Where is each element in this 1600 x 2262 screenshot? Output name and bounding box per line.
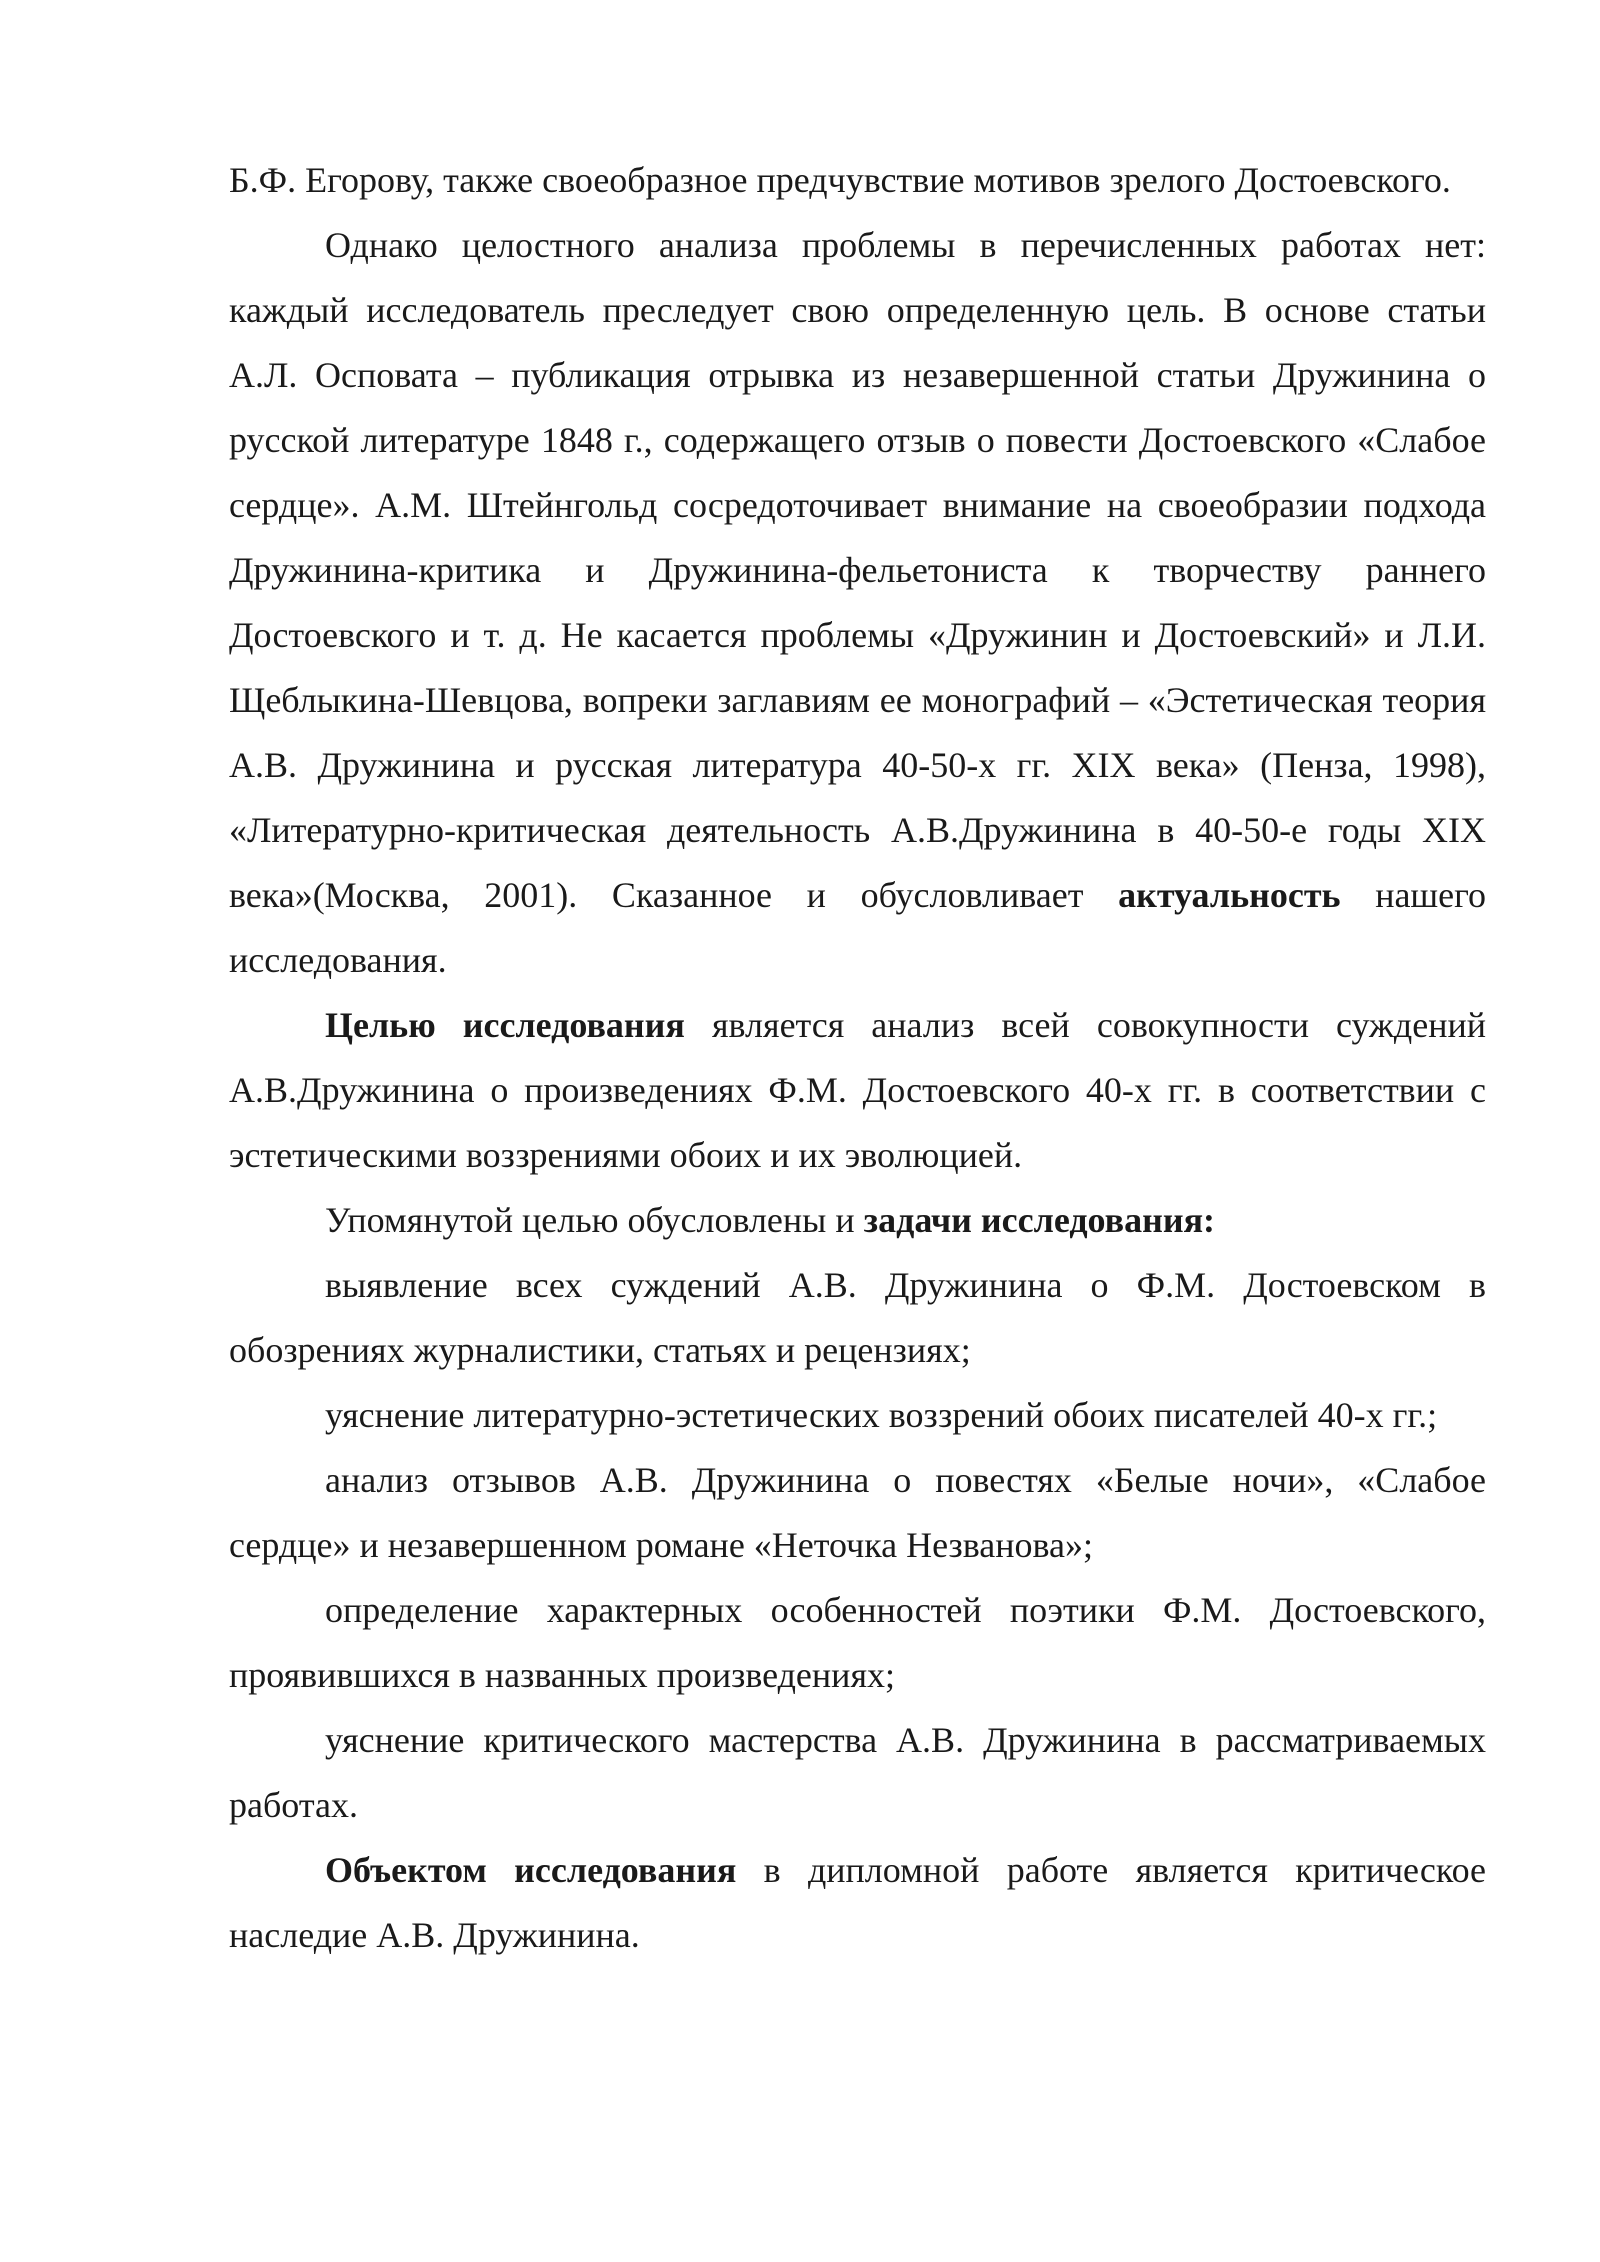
- paragraph-research-tasks-intro: [229, 1188, 1486, 1253]
- paragraph-continuation: [229, 148, 1486, 213]
- bold-term-goal: Целью исследования: [325, 1005, 685, 1045]
- text-run: уяснение критического мастерства А.В. Дружинина в рассматриваемых работах.: [229, 1720, 1486, 1825]
- bold-term-object: Объектом исследования: [325, 1850, 737, 1890]
- bold-term-tasks: задачи исследования:: [863, 1200, 1216, 1240]
- text-run: в дипломной работе является критическое наследие А.В. Дружинина.: [229, 1850, 1486, 1955]
- document-body: [229, 148, 1486, 1968]
- text-run: Упомянутой целью обусловлены и: [325, 1200, 864, 1240]
- paragraph-research-object: [229, 1838, 1486, 1968]
- text-run: анализ отзывов А.В. Дружинина о повестях «Белые ночи», «Слабое сердце» и незавершенном романе «Неточка Незванова»;: [229, 1460, 1486, 1565]
- text-run: выявление всех суждений А.В. Дружинина о Ф.М. Достоевском в обозрениях журналистики, статьях и рецензиях;: [229, 1265, 1486, 1370]
- paragraph-research-goal: [229, 993, 1486, 1188]
- text-run: Однако целостного анализа проблемы в перечисленных работах нет: каждый исследователь преследует свою определенную цель. В основе статьи А.Л. Осповата – публикация отрывка из незавершенной статьи Дружинина о русской литературе 1848 г., содержащего отзыв о повести Достоевского «Слабое сердце». А.М. Штейнгольд сосредоточивает внимание на своеобразии подхода Дружинина-критика и Дружинина-фельетониста к творчеству раннего Достоевского и т. д. Не касается проблемы «Дружинин и Достоевский» и Л.И. Щеблыкина-Шевцова, вопреки заглавиям ее монографий – «Эстетическая теория А.В. Дружинина и русская литература 40-50-х гг. XIX века» (Пенза, 1998), «Литературно-критическая деятельность А.В.Дружинина в 40-50-е годы XIX века»(Москва, 2001). Сказанное и обусловливает: [229, 225, 1486, 915]
- task-item-3: [229, 1448, 1486, 1578]
- text-run: определение характерных особенностей поэтики Ф.М. Достоевского, проявившихся в названных произведениях;: [229, 1590, 1486, 1695]
- task-item-5: [229, 1708, 1486, 1838]
- text-run: Б.Ф. Егорову, также своеобразное предчувствие мотивов зрелого Достоевского.: [229, 160, 1451, 200]
- paragraph-relevance: [229, 213, 1486, 993]
- task-item-2: [229, 1383, 1486, 1448]
- text-run: является анализ всей совокупности суждений А.В.Дружинина о произведениях Ф.М. Достоевского 40-х гг. в соответствии с эстетическими воззрениями обоих и их эволюцией.: [229, 1005, 1487, 1175]
- bold-term-relevance: актуальность: [1118, 875, 1341, 915]
- text-run: уяснение литературно-эстетических воззрений обоих писателей 40-х гг.;: [325, 1395, 1438, 1435]
- task-item-4: [229, 1578, 1486, 1708]
- text-run: нашего исследования.: [229, 875, 1487, 980]
- task-item-1: [229, 1253, 1486, 1383]
